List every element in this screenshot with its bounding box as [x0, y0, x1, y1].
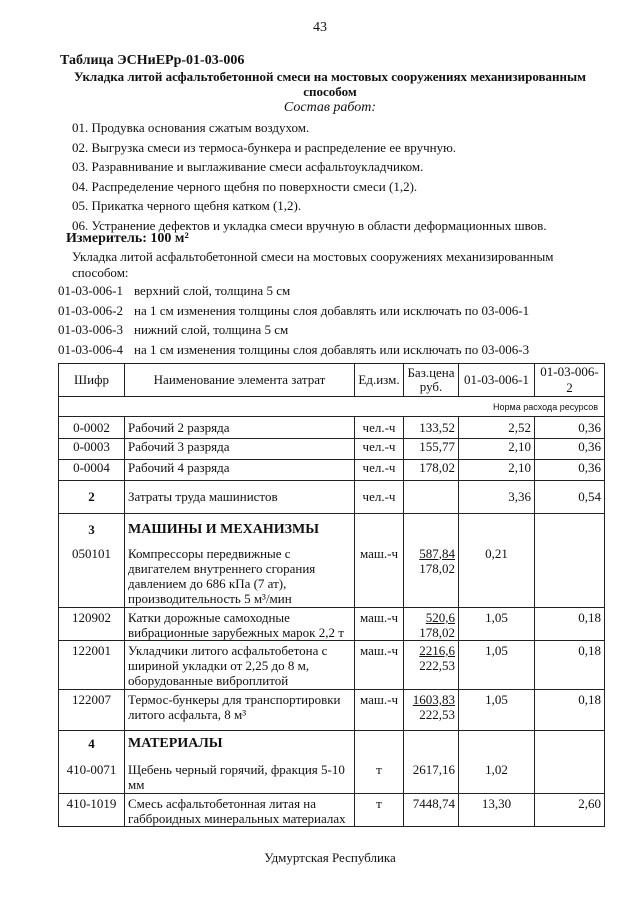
row-value-2: 0,36 [535, 439, 605, 460]
code-text: верхний слой, толщина 5 см [134, 283, 291, 298]
section-code: 3 [59, 514, 125, 543]
section-row [59, 514, 605, 543]
row-unit: маш.-ч [355, 690, 404, 731]
work-item: 03. Разравнивание и выглаживание смеси асфальтоукладчиком. [72, 159, 424, 174]
table-row [59, 757, 605, 794]
work-item: 05. Прикатка черного щебня катком (1,2). [72, 198, 302, 213]
row-price-cell [404, 543, 459, 608]
table-row [59, 690, 605, 731]
row-price: 2617,16 [404, 757, 459, 794]
section-unit: чел.-ч [355, 481, 404, 514]
resource-table [58, 363, 605, 827]
row-code: 410-1019 [59, 794, 125, 827]
empty-cell [535, 514, 605, 543]
empty-cell [459, 514, 535, 543]
row-price: 155,77 [404, 439, 459, 460]
work-item: 01. Продувка основания сжатым воздухом. [72, 120, 310, 135]
row-name: Смесь асфальтобетонная литая на габброидных минеральных материалах [125, 794, 355, 827]
code-item [58, 340, 529, 360]
code-item [58, 281, 529, 301]
empty-cell [459, 731, 535, 757]
work-item: 04. Распределение черного щебня по поверхности смеси (1,2). [72, 178, 418, 194]
row-price-cell [404, 608, 459, 641]
row-value-1: 2,52 [459, 417, 535, 439]
row-name: Рабочий 2 разряда [125, 417, 355, 439]
row-name: Рабочий 3 разряда [125, 439, 355, 460]
section-value-1: 3,36 [459, 481, 535, 514]
row-value-1: 1,05 [459, 690, 535, 731]
table-row [59, 794, 605, 827]
code-text: на 1 см изменения толщины слоя добавлять или исключать по 03-006-1 [134, 302, 530, 318]
page-number: 43 [313, 20, 327, 35]
row-unit: чел.-ч [355, 439, 404, 460]
row-value-1: 1,02 [459, 757, 535, 794]
row-code: 120902 [59, 608, 125, 641]
code-item [58, 320, 529, 340]
row-code: 122007 [59, 690, 125, 731]
empty-cell [404, 514, 459, 543]
table-row [59, 543, 605, 608]
code-text: нижний слой, толщина 5 см [134, 322, 289, 337]
section-code: 2 [59, 481, 125, 514]
row-price: 2216,6 [419, 643, 455, 658]
table-row [59, 417, 605, 439]
row-code: 0-0002 [59, 417, 125, 439]
row-name: Укладчики литого асфальтобетона с шириной укладки от 2,25 до 8 м, оборудованные виброплитой [125, 641, 355, 690]
row-value-2: 0,36 [535, 417, 605, 439]
row-price-cell [404, 690, 459, 731]
empty-cell [355, 514, 404, 543]
header-name: Наименование элемента затрат [125, 364, 355, 397]
row-unit: чел.-ч [355, 417, 404, 439]
row-value-2: 0,18 [535, 608, 605, 641]
row-name: Щебень черный горячий, фракция 5-10 мм [125, 757, 355, 794]
row-price: 1603,83 [412, 692, 455, 707]
code-number: 01-03-006-4 [58, 341, 123, 357]
row-name: Компрессоры передвижные с двигателем внутреннего сгорания давлением до 686 кПа (7 ат), производительность 5 м³/мин [125, 543, 355, 608]
norma-row [59, 397, 605, 417]
empty-cell [535, 731, 605, 757]
row-price-2: 222,53 [419, 707, 455, 722]
section-name: МАТЕРИАЛЫ [125, 731, 355, 757]
code-number: 01-03-006-3 [58, 322, 123, 337]
row-name: Катки дорожные самоходные вибрационные зарубежных марок 2,2 т [125, 608, 355, 641]
code-number: 01-03-006-2 [58, 302, 123, 318]
norma-label: Норма расхода ресурсов [59, 397, 605, 417]
sostav-label: Состав работ: [283, 100, 377, 115]
work-item: 02. Выгрузка смеси из термоса-бункера и распределение ее вручную. [72, 139, 457, 155]
table-title: Таблица ЭСНиЕРр-01-03-006 [60, 53, 245, 68]
row-value-2 [535, 543, 605, 608]
code-item [58, 301, 529, 321]
row-value-1: 13,30 [459, 794, 535, 827]
table-row [59, 439, 605, 460]
section-code: 4 [59, 731, 125, 757]
works-list [72, 118, 547, 235]
table-subtitle: Укладка литой асфальтобетонной смеси на мостовых сооружениях механизированным способом [73, 69, 587, 99]
row-unit: т [355, 757, 404, 794]
table-row [59, 460, 605, 481]
empty-cell [404, 731, 459, 757]
measure-unit: Измеритель: 100 м² [66, 231, 189, 246]
section-value-2: 0,54 [535, 481, 605, 514]
row-name: Термос-бункеры для транспортировки литого асфальта, 8 м³ [125, 690, 355, 731]
row-price: 133,52 [404, 417, 459, 439]
row-price: 520,6 [425, 610, 455, 625]
row-value-2: 0,18 [535, 641, 605, 690]
header-col1: 01-03-006-1 [459, 364, 535, 397]
header-unit: Ед.изм. [355, 364, 404, 397]
row-code: 0-0004 [59, 460, 125, 481]
footer-region: Удмуртская Республика [264, 850, 396, 865]
table-header-row [59, 364, 605, 397]
row-value-2 [535, 757, 605, 794]
work-description: Укладка литой асфальтобетонной смеси на мостовых сооружениях механизированным способом: [72, 249, 554, 280]
empty-cell [404, 481, 459, 514]
row-unit: чел.-ч [355, 460, 404, 481]
row-code: 050101 [59, 543, 125, 608]
row-price-2: 178,02 [419, 560, 455, 576]
section-name: Затраты труда машинистов [125, 481, 355, 514]
section-name: МАШИНЫ И МЕХАНИЗМЫ [125, 514, 355, 543]
row-unit: маш.-ч [355, 608, 404, 641]
code-number: 01-03-006-1 [58, 283, 123, 298]
row-price: 587,84 [419, 545, 455, 561]
row-unit: маш.-ч [355, 641, 404, 690]
section-row [59, 481, 605, 514]
table-row [59, 608, 605, 641]
empty-cell [355, 731, 404, 757]
row-value-1: 1,05 [459, 608, 535, 641]
table-row [59, 641, 605, 690]
codes-list [58, 281, 529, 359]
row-value-1: 1,05 [459, 641, 535, 690]
row-price-2: 178,02 [419, 625, 455, 640]
row-value-2: 0,18 [535, 690, 605, 731]
row-price: 178,02 [404, 460, 459, 481]
code-text: на 1 см изменения толщины слоя добавлять или исключать по 03-006-3 [134, 341, 530, 357]
row-unit: маш.-ч [355, 543, 404, 608]
header-col2: 01-03-006-2 [535, 364, 605, 397]
row-value-1: 2,10 [459, 439, 535, 460]
row-code: 0-0003 [59, 439, 125, 460]
row-name: Рабочий 4 разряда [125, 460, 355, 481]
row-code: 122001 [59, 641, 125, 690]
row-value-1: 0,21 [459, 543, 535, 608]
header-price: Баз.цена руб. [404, 364, 459, 397]
row-unit: т [355, 794, 404, 827]
section-row [59, 731, 605, 757]
row-value-2: 2,60 [535, 794, 605, 827]
row-price: 7448,74 [404, 794, 459, 827]
row-value-1: 2,10 [459, 460, 535, 481]
header-code: Шифр [59, 364, 125, 397]
row-code: 410-0071 [59, 757, 125, 794]
work-item: 06. Устранение дефектов и укладка смеси вручную в области деформационных швов. [72, 217, 547, 233]
row-price-2: 222,53 [419, 658, 455, 673]
row-price-cell [404, 641, 459, 690]
row-value-2: 0,36 [535, 460, 605, 481]
